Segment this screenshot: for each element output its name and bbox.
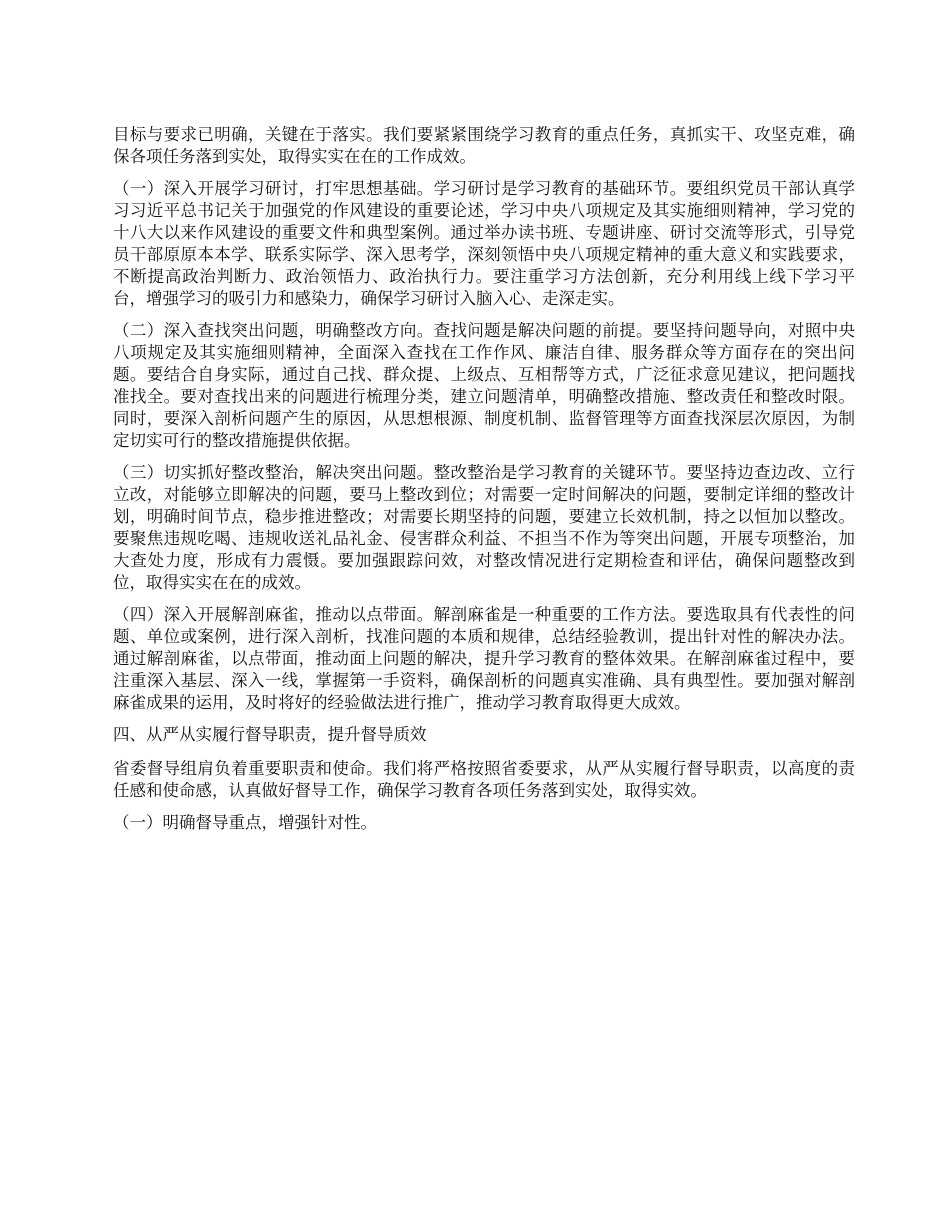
paragraph-supervision-focus: （一）明确督导重点，增强针对性。 <box>113 813 377 832</box>
section-heading-four: 四、从严从实履行督导职责，提升督导质效 <box>113 725 427 744</box>
document-page <box>113 124 855 844</box>
paragraph-intro: 目标与要求已明确，关键在于落实。我们要紧紧围绕学习教育的重点任务，真抓实干、攻坚克难，确保各项任务落到实处，取得实实在在的工作成效。 <box>113 125 855 166</box>
paragraph-find-problems: （二）深入查找突出问题，明确整改方向。查找问题是解决问题的前提。要坚持问题导向，对照中央八项规定及其实施细则精神，全面深入查找在工作作风、廉洁自律、服务群众等方面存在的突出问题。要结合自身实际，通过自己找、群众提、上级点、互相帮等方式，广泛征求意见建议，把问题找准找全。要对查找出来的问题进行梳理分类，建立问题清单，明确整改措施、整改责任和整改时限。同时，要深入剖析问题产生的原因，从思想根源、制度机制、监督管理等方面查找深层次原因，为制定切实可行的整改措施提供依据。 <box>113 321 855 450</box>
paragraph-study-discussion: （一）深入开展学习研讨，打牢思想基础。学习研讨是学习教育的基础环节。要组织党员干部认真学习习近平总书记关于加强党的作风建设的重要论述，学习中央八项规定及其实施细则精神，学习党的十八大以来作风建设的重要文件和典型案例。通过举办读书班、专题讲座、研讨交流等形式，引导党员干部原原本本学、联系实际学、深入思考学，深刻领悟中央八项规定精神的重大意义和实践要求，不断提高政治判断力、政治领悟力、政治执行力。要注重学习方法创新，充分利用线上线下学习平台，增强学习的吸引力和感染力，确保学习研讨入脑入心、走深走实。 <box>113 179 855 308</box>
paragraph-rectification: （三）切实抓好整改整治，解决突出问题。整改整治是学习教育的关键环节。要坚持边查边改、立行立改，对能够立即解决的问题，要马上整改到位；对需要一定时间解决的问题，要制定详细的整改计划，明确时间节点，稳步推进整改；对需要长期坚持的问题，要建立长效机制，持之以恒加以整改。要聚焦违规吃喝、违规收送礼品礼金、侵害群众利益、不担当不作为等突出问题，开展专项整治，加大查处力度，形成有力震慑。要加强跟踪问效，对整改情况进行定期检查和评估，确保问题整改到位，取得实实在在的成效。 <box>113 463 855 592</box>
paragraph-supervision: 省委督导组肩负着重要职责和使命。我们将严格按照省委要求，从严从实履行督导职责，以高度的责任感和使命感，认真做好督导工作，确保学习教育各项任务落到实处，取得实效。 <box>113 759 855 800</box>
paragraph-case-analysis: （四）深入开展解剖麻雀，推动以点带面。解剖麻雀是一种重要的工作方法。要选取具有代表性的问题、单位或案例，进行深入剖析，找准问题的本质和规律，总结经验教训，提出针对性的解决办法。通过解剖麻雀，以点带面，推动面上问题的解决，提升学习教育的整体效果。在解剖麻雀过程中，要注重深入基层、深入一线，掌握第一手资料，确保剖析的问题真实准确、具有典型性。要加强对解剖麻雀成果的运用，及时将好的经验做法进行推广，推动学习教育取得更大成效。 <box>113 605 855 712</box>
